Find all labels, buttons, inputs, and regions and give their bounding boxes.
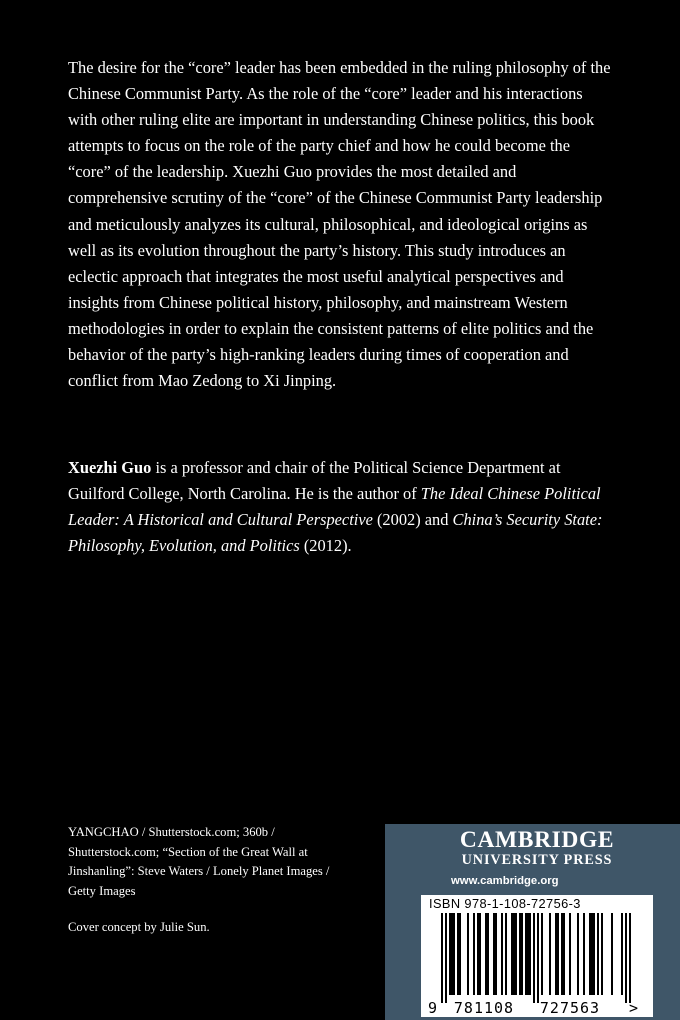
barcode-bar xyxy=(583,913,585,995)
bio-text-3: (2012). xyxy=(299,536,352,556)
barcode-bar xyxy=(473,913,475,995)
previous-book-title-2: China’s Security State: Philosophy, Evolution, and Politics xyxy=(68,510,603,556)
barcode-bars xyxy=(441,913,631,1003)
barcode-bar xyxy=(589,913,591,995)
barcode-quiet-zone-arrow: > xyxy=(629,999,639,1017)
previous-book-title-1: The Ideal Chinese Political Leader: A Historical and Cultural Perspective xyxy=(68,484,601,530)
barcode-digit-first: 9 xyxy=(428,999,438,1017)
barcode-bar xyxy=(501,913,503,995)
barcode-bar xyxy=(541,913,543,995)
barcode-bar xyxy=(479,913,481,995)
barcode-bar xyxy=(591,913,593,995)
barcode-bar xyxy=(621,913,623,995)
barcode-bar xyxy=(451,913,453,995)
barcode-bar xyxy=(487,913,489,995)
barcode-bar xyxy=(525,913,527,995)
barcode-bar xyxy=(533,913,535,1003)
barcode-bar xyxy=(449,913,451,995)
barcode-bar xyxy=(529,913,531,995)
barcode-bar xyxy=(511,913,513,995)
barcode-bar xyxy=(563,913,565,995)
bio-text-2: (2002) and xyxy=(372,510,453,530)
barcode-bar xyxy=(537,913,539,1003)
barcode-bar xyxy=(513,913,515,995)
barcode-bar xyxy=(485,913,487,995)
barcode-bar xyxy=(629,913,631,1003)
photo-credits: YANGCHAO / Shutterstock.com; 360b / Shutterstock.com; “Section of the Great Wall at Jinshanling”: Steve Waters / Lonely Planet Images / Getty Images xyxy=(68,825,330,898)
bio-text-1: is a professor and chair of the Political Science Department at Guilford College, North Carolina. He is the author of xyxy=(68,458,561,504)
barcode-bar xyxy=(527,913,529,995)
isbn-barcode xyxy=(421,911,653,1017)
barcode-bar xyxy=(453,913,455,995)
barcode-bar xyxy=(561,913,563,995)
barcode-bar xyxy=(519,913,521,995)
author-name: Xuezhi Guo xyxy=(68,458,152,477)
barcode-bar xyxy=(521,913,523,995)
cover-concept-credit: Cover concept by Julie Sun. xyxy=(68,920,210,934)
isbn-label: ISBN 978-1-108-72756-3 xyxy=(429,896,581,911)
barcode-bar xyxy=(625,913,627,1003)
barcode-digits-right: 727563 xyxy=(539,999,601,1017)
publisher-logo-press: UNIVERSITY PRESS xyxy=(461,852,613,868)
barcode-bar xyxy=(577,913,579,995)
book-description: The desire for the “core” leader has been embedded in the ruling philosophy of the Chinese Communist Party. As the role of the “core” leader and his interactions with other ruling elite are important in understanding Chinese politics, this book attempts to focus on the role of the party chief and how he could become the “core” of the leadership. Xuezhi Guo provides the most detailed and comprehensive scrutiny of the “core” of the Chinese Communist Party leadership and meticulously analyzes its cultural, philosophical, and ideological origins as well as its evolution throughout the party’s history. This study introduces an eclectic approach that integrates the most useful analytical perspectives and insights from Chinese political history, philosophy, and mainstream Western methodologies in order to explain the consistent patterns of elite politics and the behavior of the party’s high-ranking leaders during times of cooperation and conflict from Mao Zedong to Xi Jinping. xyxy=(68,58,611,391)
barcode-bar xyxy=(557,913,559,995)
barcode-bar xyxy=(505,913,507,995)
publisher-url: www.cambridge.org xyxy=(451,875,559,887)
barcode-bar xyxy=(495,913,497,995)
barcode-bar xyxy=(549,913,551,995)
barcode-bar xyxy=(515,913,517,995)
author-bio xyxy=(68,455,614,559)
barcode-bar xyxy=(477,913,479,995)
barcode-bar xyxy=(555,913,557,995)
barcode-bar xyxy=(459,913,461,995)
barcode-bar xyxy=(593,913,595,995)
barcode-bar xyxy=(493,913,495,995)
barcode-digits-left: 781108 xyxy=(453,999,515,1017)
publisher-logo-name: CAMBRIDGE xyxy=(459,827,615,853)
barcode-box xyxy=(421,895,653,1017)
barcode-bar xyxy=(467,913,469,995)
barcode-bar xyxy=(457,913,459,995)
barcode-bar xyxy=(597,913,599,995)
barcode-bar xyxy=(445,913,447,1003)
barcode-bar xyxy=(601,913,603,995)
barcode-bar xyxy=(441,913,443,1003)
barcode-bar xyxy=(611,913,613,995)
barcode-bar xyxy=(569,913,571,995)
publisher-panel xyxy=(385,824,680,1020)
